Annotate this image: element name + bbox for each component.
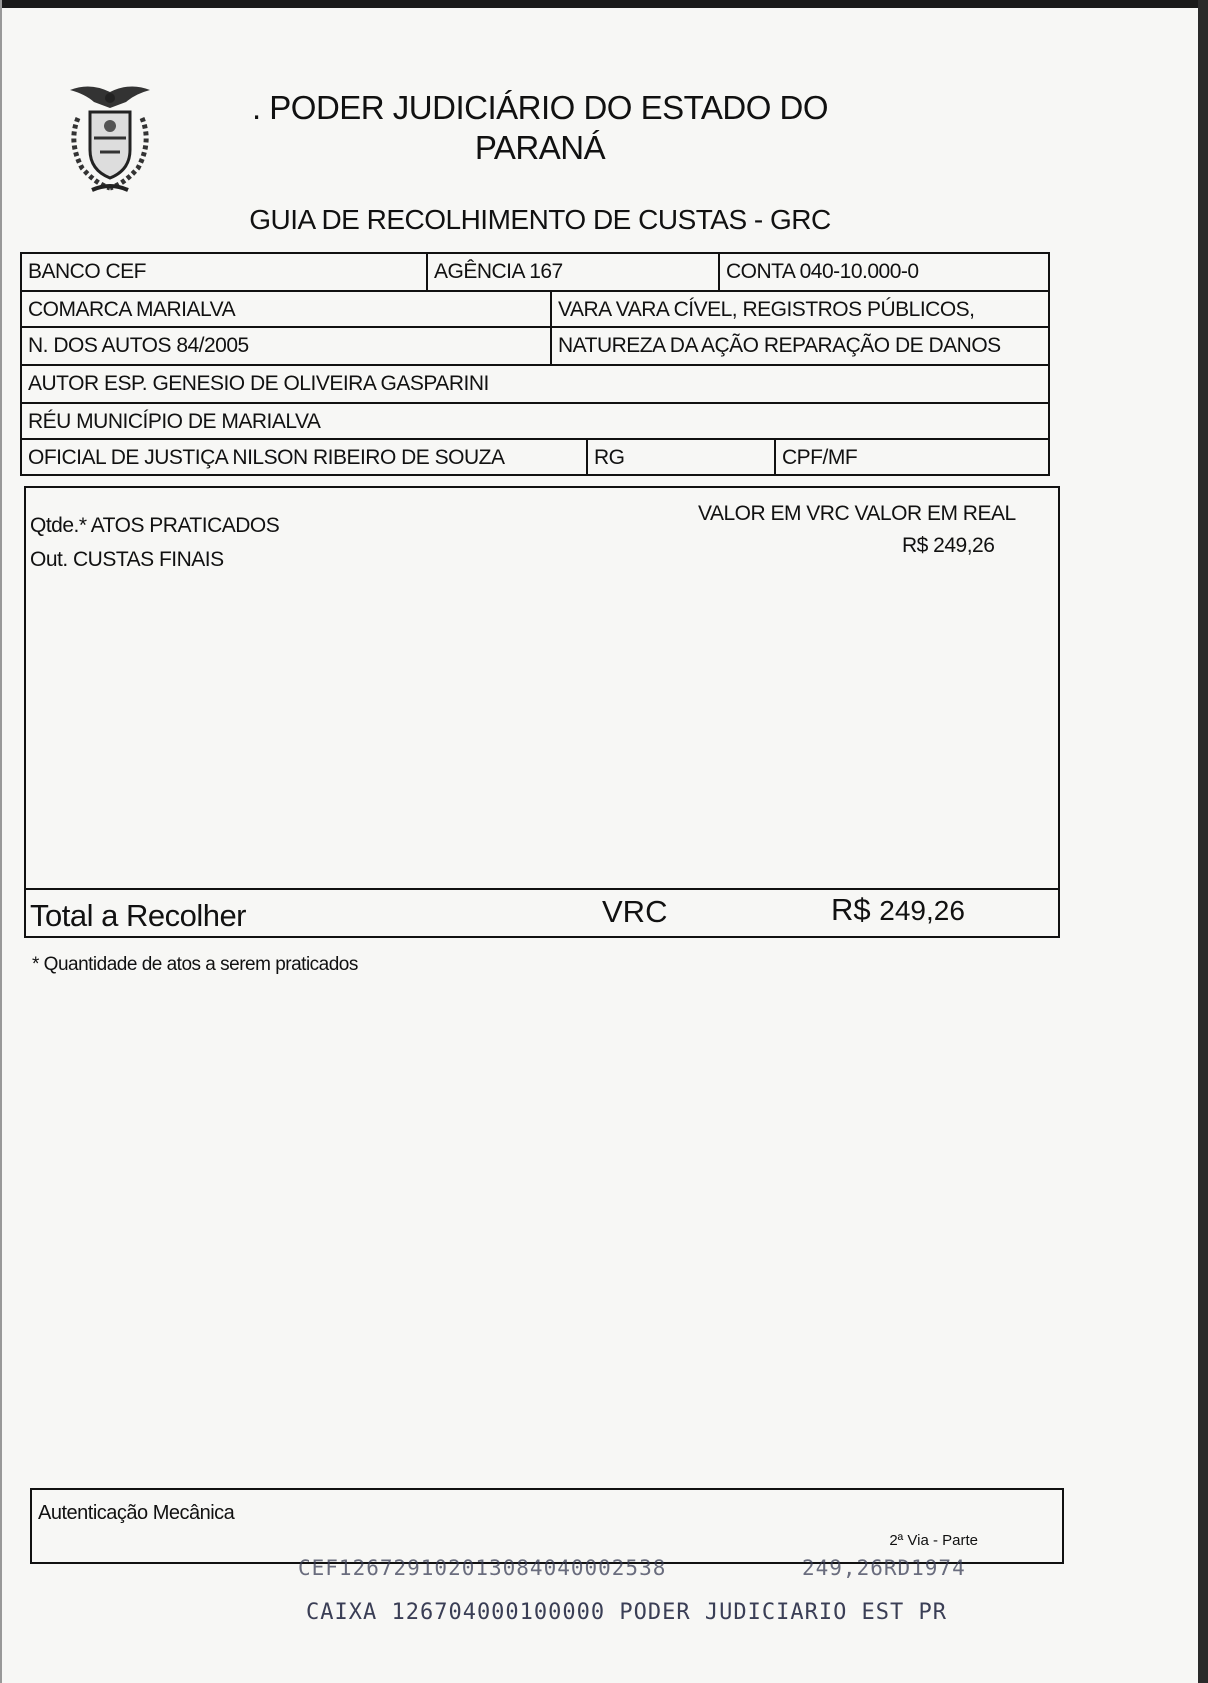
total-row [26, 888, 1058, 936]
form-title: GUIA DE RECOLHIMENTO DE CUSTAS - GRC [249, 204, 831, 235]
scan-border-left [0, 0, 2, 1683]
bank-row [22, 254, 1048, 292]
custas-finais-item: Out. CUSTAS FINAIS [30, 548, 224, 571]
scan-border-right [1198, 0, 1208, 1683]
autos-row [22, 328, 1048, 366]
total-currency: R$ [831, 892, 871, 927]
court-title [240, 88, 840, 168]
vara-field: VARA VARA CÍVEL, REGISTROS PÚBLICOS, [550, 292, 1048, 326]
agencia-field: AGÊNCIA 167 [426, 254, 718, 290]
oficial-justica-field: OFICIAL DE JUSTIÇA NILSON RIBEIRO DE SOUZA [28, 446, 505, 469]
total-amount: 249,26 [879, 895, 965, 926]
court-title-line2: PARANÁ [474, 129, 606, 166]
total-vrc-label: VRC [602, 894, 668, 929]
atos-praticados-header: Qtde.* ATOS PRATICADOS [30, 514, 280, 537]
reu-row [22, 404, 1048, 440]
comarca-row [22, 292, 1048, 328]
total-label: Total a Recolher [30, 898, 247, 933]
natureza-acao-field: NATUREZA DA AÇÃO REPARAÇÃO DE DANOS [550, 328, 1048, 364]
conta-field: CONTA 040-10.000-0 [718, 254, 1048, 290]
custas-finais-value: R$ 249,26 [902, 534, 995, 557]
numero-autos-field: N. DOS AUTOS 84/2005 [28, 334, 249, 357]
total-value [831, 892, 965, 928]
reu-field: RÉU MUNICÍPIO DE MARIALVA [28, 410, 321, 433]
authentication-label: Autenticação Mecânica [38, 1502, 235, 1524]
oficial-row [22, 440, 1048, 474]
rg-field: RG [586, 440, 774, 474]
autor-row [22, 366, 1048, 404]
cpf-field: CPF/MF [774, 440, 1048, 474]
scan-border-top [0, 0, 1208, 8]
mechanical-authentication-box [30, 1488, 1064, 1564]
case-info-table [20, 252, 1050, 476]
comarca-field: COMARCA MARIALVA [28, 298, 236, 321]
bank-stamp-code: CEF126729102013084040002538 [298, 1556, 667, 1580]
parana-coat-of-arms-icon [60, 80, 160, 200]
costs-box [24, 486, 1060, 938]
valor-header: VALOR EM VRC VALOR EM REAL [698, 502, 1016, 525]
autor-field: AUTOR ESP. GENESIO DE OLIVEIRA GASPARINI [28, 372, 489, 395]
bank-stamp-amount: 249,26RD1974 [802, 1556, 966, 1580]
banco-field: BANCO CEF [28, 260, 147, 283]
footnote: * Quantidade de atos a serem praticados [32, 954, 358, 975]
court-title-line1: . PODER JUDICIÁRIO DO ESTADO DO [251, 89, 829, 126]
bank-stamp-line: CAIXA 126704000100000 PODER JUDICIARIO EST PR [306, 1600, 948, 1625]
via-label: 2ª Via - Parte [889, 1532, 978, 1549]
